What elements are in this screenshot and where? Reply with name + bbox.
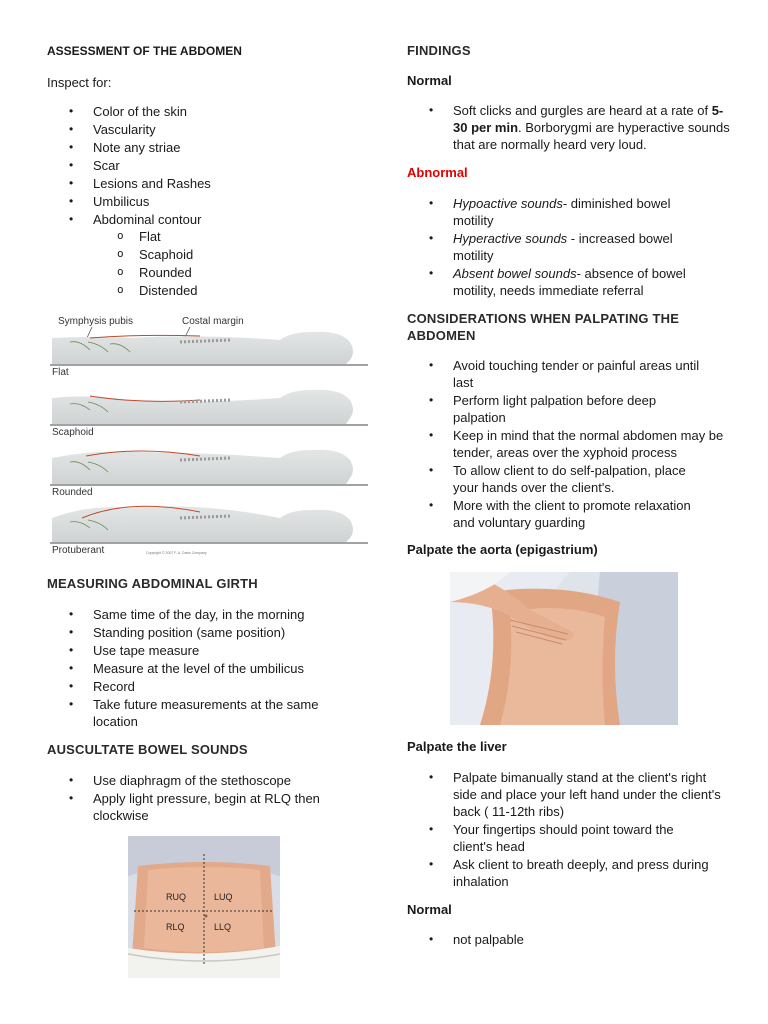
list-item: • Use tape measure: [47, 642, 367, 659]
inspect-intro: Inspect for:: [47, 75, 112, 90]
list-item: • To allow client to do self-palpation, place your hands over the client's.: [407, 462, 713, 496]
symphysis-label: Symphysis pubis: [58, 316, 134, 327]
list-item: o Rounded: [47, 264, 367, 281]
list-item: • not palpable: [407, 931, 732, 948]
rlq-label: RLQ: [166, 922, 185, 932]
list-item: • Lesions and Rashes: [47, 175, 367, 192]
normal-text-post: . Borborygmi are hyperactive sounds that are normally heard very loud.: [453, 120, 730, 152]
considerations-heading: CONSIDERATIONS WHEN PALPATING THE ABDOMEN: [407, 311, 680, 343]
list-item: • More with the client to promote relaxation and voluntary guarding: [407, 497, 713, 531]
contour-list: [47, 228, 367, 299]
list-item: • Abdominal contour: [47, 211, 367, 228]
abnormal-desc: - increased bowel motility: [453, 231, 673, 263]
list-item: [407, 195, 693, 229]
abnormal-list: [407, 195, 732, 299]
list-item: • Record: [47, 678, 367, 695]
luq-label: LUQ: [214, 892, 233, 902]
list-item: • Use diaphragm of the stethoscope: [47, 772, 367, 789]
abnormal-term: Absent bowel sounds: [453, 266, 577, 281]
aorta-palpation-photo: [450, 572, 678, 725]
list-item: o Flat: [47, 228, 367, 245]
list-item: • Perform light palpation before deep palpation: [407, 392, 693, 426]
bowel-list: [47, 772, 367, 824]
normal-list: [407, 102, 732, 153]
list-item: o Distended: [47, 282, 367, 299]
protuberant-body: [50, 506, 368, 556]
liver-list: [407, 769, 732, 890]
list-item: • Take future measurements at the same location: [47, 696, 338, 730]
list-item: [407, 102, 732, 153]
list-item: • Measure at the level of the umbilicus: [47, 660, 367, 677]
considerations-list: [407, 357, 732, 531]
normal2-heading: Normal: [407, 902, 452, 917]
list-item: • Palpate bimanually stand at the client's right side and place your left hand under the client's back ( 11-12th ribs): [407, 769, 728, 820]
inspect-list: [47, 103, 367, 228]
list-item: [407, 265, 703, 299]
abnormal-heading: Abnormal: [407, 165, 468, 180]
list-item: • Keep in mind that the normal abdomen may be tender, areas over the xyphoid process: [407, 427, 728, 461]
normal-text-pre: Soft clicks and gurgles are heard at a rate of: [453, 103, 712, 118]
girth-list: [47, 606, 367, 730]
figure-copyright: Copyright © 2007 F. A. Davis Company: [146, 551, 207, 555]
liver-heading: Palpate the liver: [407, 739, 507, 754]
list-item: • Umbilicus: [47, 193, 367, 210]
flat-body: [50, 332, 368, 378]
flat-label: Flat: [52, 367, 69, 378]
list-item: • Same time of the day, in the morning: [47, 606, 367, 623]
abnormal-desc: - absence of bowel motility, needs immediate referral: [453, 266, 686, 298]
normal-rate: 5- 30 per min: [453, 103, 724, 135]
abnormal-term: Hyperactive sounds: [453, 231, 568, 246]
normal2-list: [407, 931, 732, 948]
abnormal-desc: - diminished bowel motility: [453, 196, 671, 228]
list-item: [407, 230, 693, 264]
girth-heading: MEASURING ABDOMINAL GIRTH: [47, 576, 258, 591]
list-item: • Color of the skin: [47, 103, 367, 120]
list-item: • Note any striae: [47, 139, 367, 156]
normal-heading: Normal: [407, 73, 452, 88]
bowel-heading: AUSCULTATE BOWEL SOUNDS: [47, 742, 248, 757]
list-item: • Vascularity: [47, 121, 367, 138]
abnormal-term: Hypoactive sounds: [453, 196, 563, 211]
list-item: • Ask client to breath deeply, and press during inhalation: [407, 856, 743, 890]
list-item: o Scaphoid: [47, 246, 367, 263]
aorta-heading: Palpate the aorta (epigastrium): [407, 542, 598, 557]
rounded-label: Rounded: [52, 487, 93, 498]
list-item: • Standing position (same position): [47, 624, 367, 641]
list-item: • Your fingertips should point toward the client's head: [407, 821, 703, 855]
rounded-body: [50, 450, 368, 498]
abdominal-contour-figure: [50, 312, 368, 557]
protuberant-label: Protuberant: [52, 545, 105, 556]
scaphoid-label: Scaphoid: [52, 427, 94, 438]
list-item: • Scar: [47, 157, 367, 174]
list-item: • Avoid touching tender or painful areas until last: [407, 357, 723, 391]
costal-label: Costal margin: [182, 316, 244, 327]
llq-label: LLQ: [214, 922, 232, 932]
abdomen-quadrants-figure: [128, 836, 280, 978]
page-title: ASSESSMENT OF THE ABDOMEN: [47, 44, 242, 58]
scaphoid-body: [50, 390, 368, 438]
list-item: • Apply light pressure, begin at RLQ then clockwise: [47, 790, 343, 824]
ruq-label: RUQ: [166, 892, 186, 902]
findings-heading: FINDINGS: [407, 43, 471, 58]
